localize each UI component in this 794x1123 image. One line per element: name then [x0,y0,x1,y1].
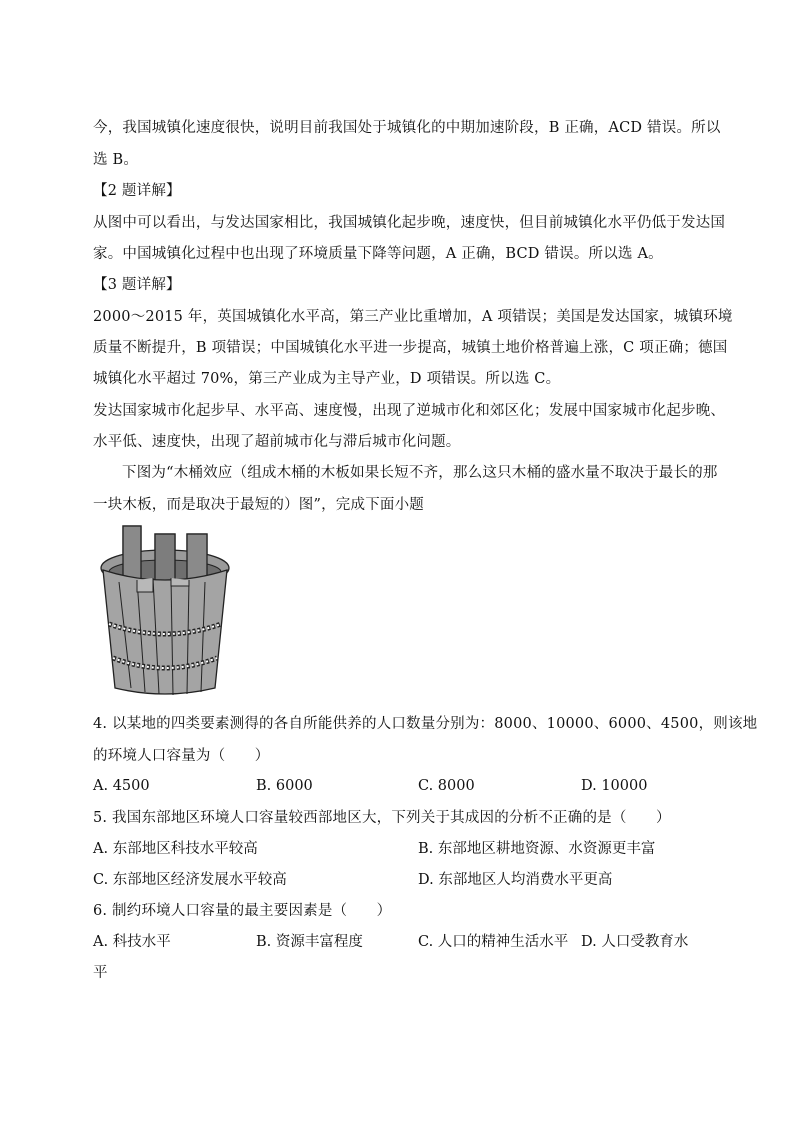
q3-detail-header: 【3 题详解】 [93,277,181,293]
q4-stem: 4. 以某地的四类要素测得的各自所能供养的人口数量分别为：8000、10000、6000、4500，则该地 [93,716,758,732]
q4-option-d[interactable]: D. 10000 [581,778,648,794]
q2-detail-header: 【2 题详解】 [93,183,181,199]
q6-option-c[interactable]: C. 人口的精神生活水平 [418,934,569,950]
q6-option-d[interactable]: D. 人口受教育水 [581,934,689,950]
q2-analysis-line: 家。中国城镇化过程中也出现了环境质量下降等问题，A 正确，BCD 错误。所以选 A。 [93,246,663,262]
q6-option-b[interactable]: B. 资源丰富程度 [256,934,363,950]
q1-analysis-line: 选 B。 [93,152,139,168]
q3-analysis-line: 城镇化水平超过 70%，第三产业成为主导产业，D 项错误。所以选 C。 [93,371,561,387]
q4-stem: 的环境人口容量为（ ） [93,748,270,764]
intro-line: 下图为“木桶效应（组成木桶的木板如果长短不齐，那么这只木桶的盛水量不取决于最长的那 [122,465,718,481]
q6-option-a[interactable]: A. 科技水平 [93,934,171,950]
q5-option-a[interactable]: A. 东部地区科技水平较高 [93,841,258,857]
q4-option-a[interactable]: A. 4500 [93,778,150,794]
q3-analysis-line: 2000～2015 年，英国城镇化水平高，第三产业比重增加，A 项错误；美国是发达国家，城镇环境 [93,309,733,325]
q3-analysis-line: 水平低、速度快，出现了超前城市化与滞后城市化问题。 [93,434,461,450]
q3-analysis-line: 发达国家城市化起步早、水平高、速度慢，出现了逆城市化和郊区化；发展中国家城市化起步晚、 [93,403,726,419]
q1-analysis-line: 今，我国城镇化速度很快，说明目前我国处于城镇化的中期加速阶段，B 正确，ACD 错误。所以 [93,120,721,136]
q3-analysis-line: 质量不断提升，B 项错误；中国城镇化水平进一步提高，城镇土地价格普遍上涨，C 项正确；德国 [93,340,728,356]
q5-stem: 5. 我国东部地区环境人口容量较西部地区大，下列关于其成因的分析不正确的是（ ） [93,810,671,826]
intro-line: 一块木板，而是取决于最短的）图”，完成下面小题 [93,497,425,513]
q5-option-c[interactable]: C. 东部地区经济发展水平较高 [93,872,287,888]
q6-stem: 6. 制约环境人口容量的最主要因素是（ ） [93,903,392,919]
q4-option-c[interactable]: C. 8000 [418,778,475,794]
q6-option-d-wrap: 平 [93,965,108,981]
wooden-bucket-illustration [95,520,235,700]
q5-option-d[interactable]: D. 东部地区人均消费水平更高 [418,872,613,888]
q4-option-b[interactable]: B. 6000 [256,778,313,794]
q5-option-b[interactable]: B. 东部地区耕地资源、水资源更丰富 [418,841,656,857]
q2-analysis-line: 从图中可以看出，与发达国家相比，我国城镇化起步晚，速度快，但目前城镇化水平仍低于发达国 [93,215,726,231]
